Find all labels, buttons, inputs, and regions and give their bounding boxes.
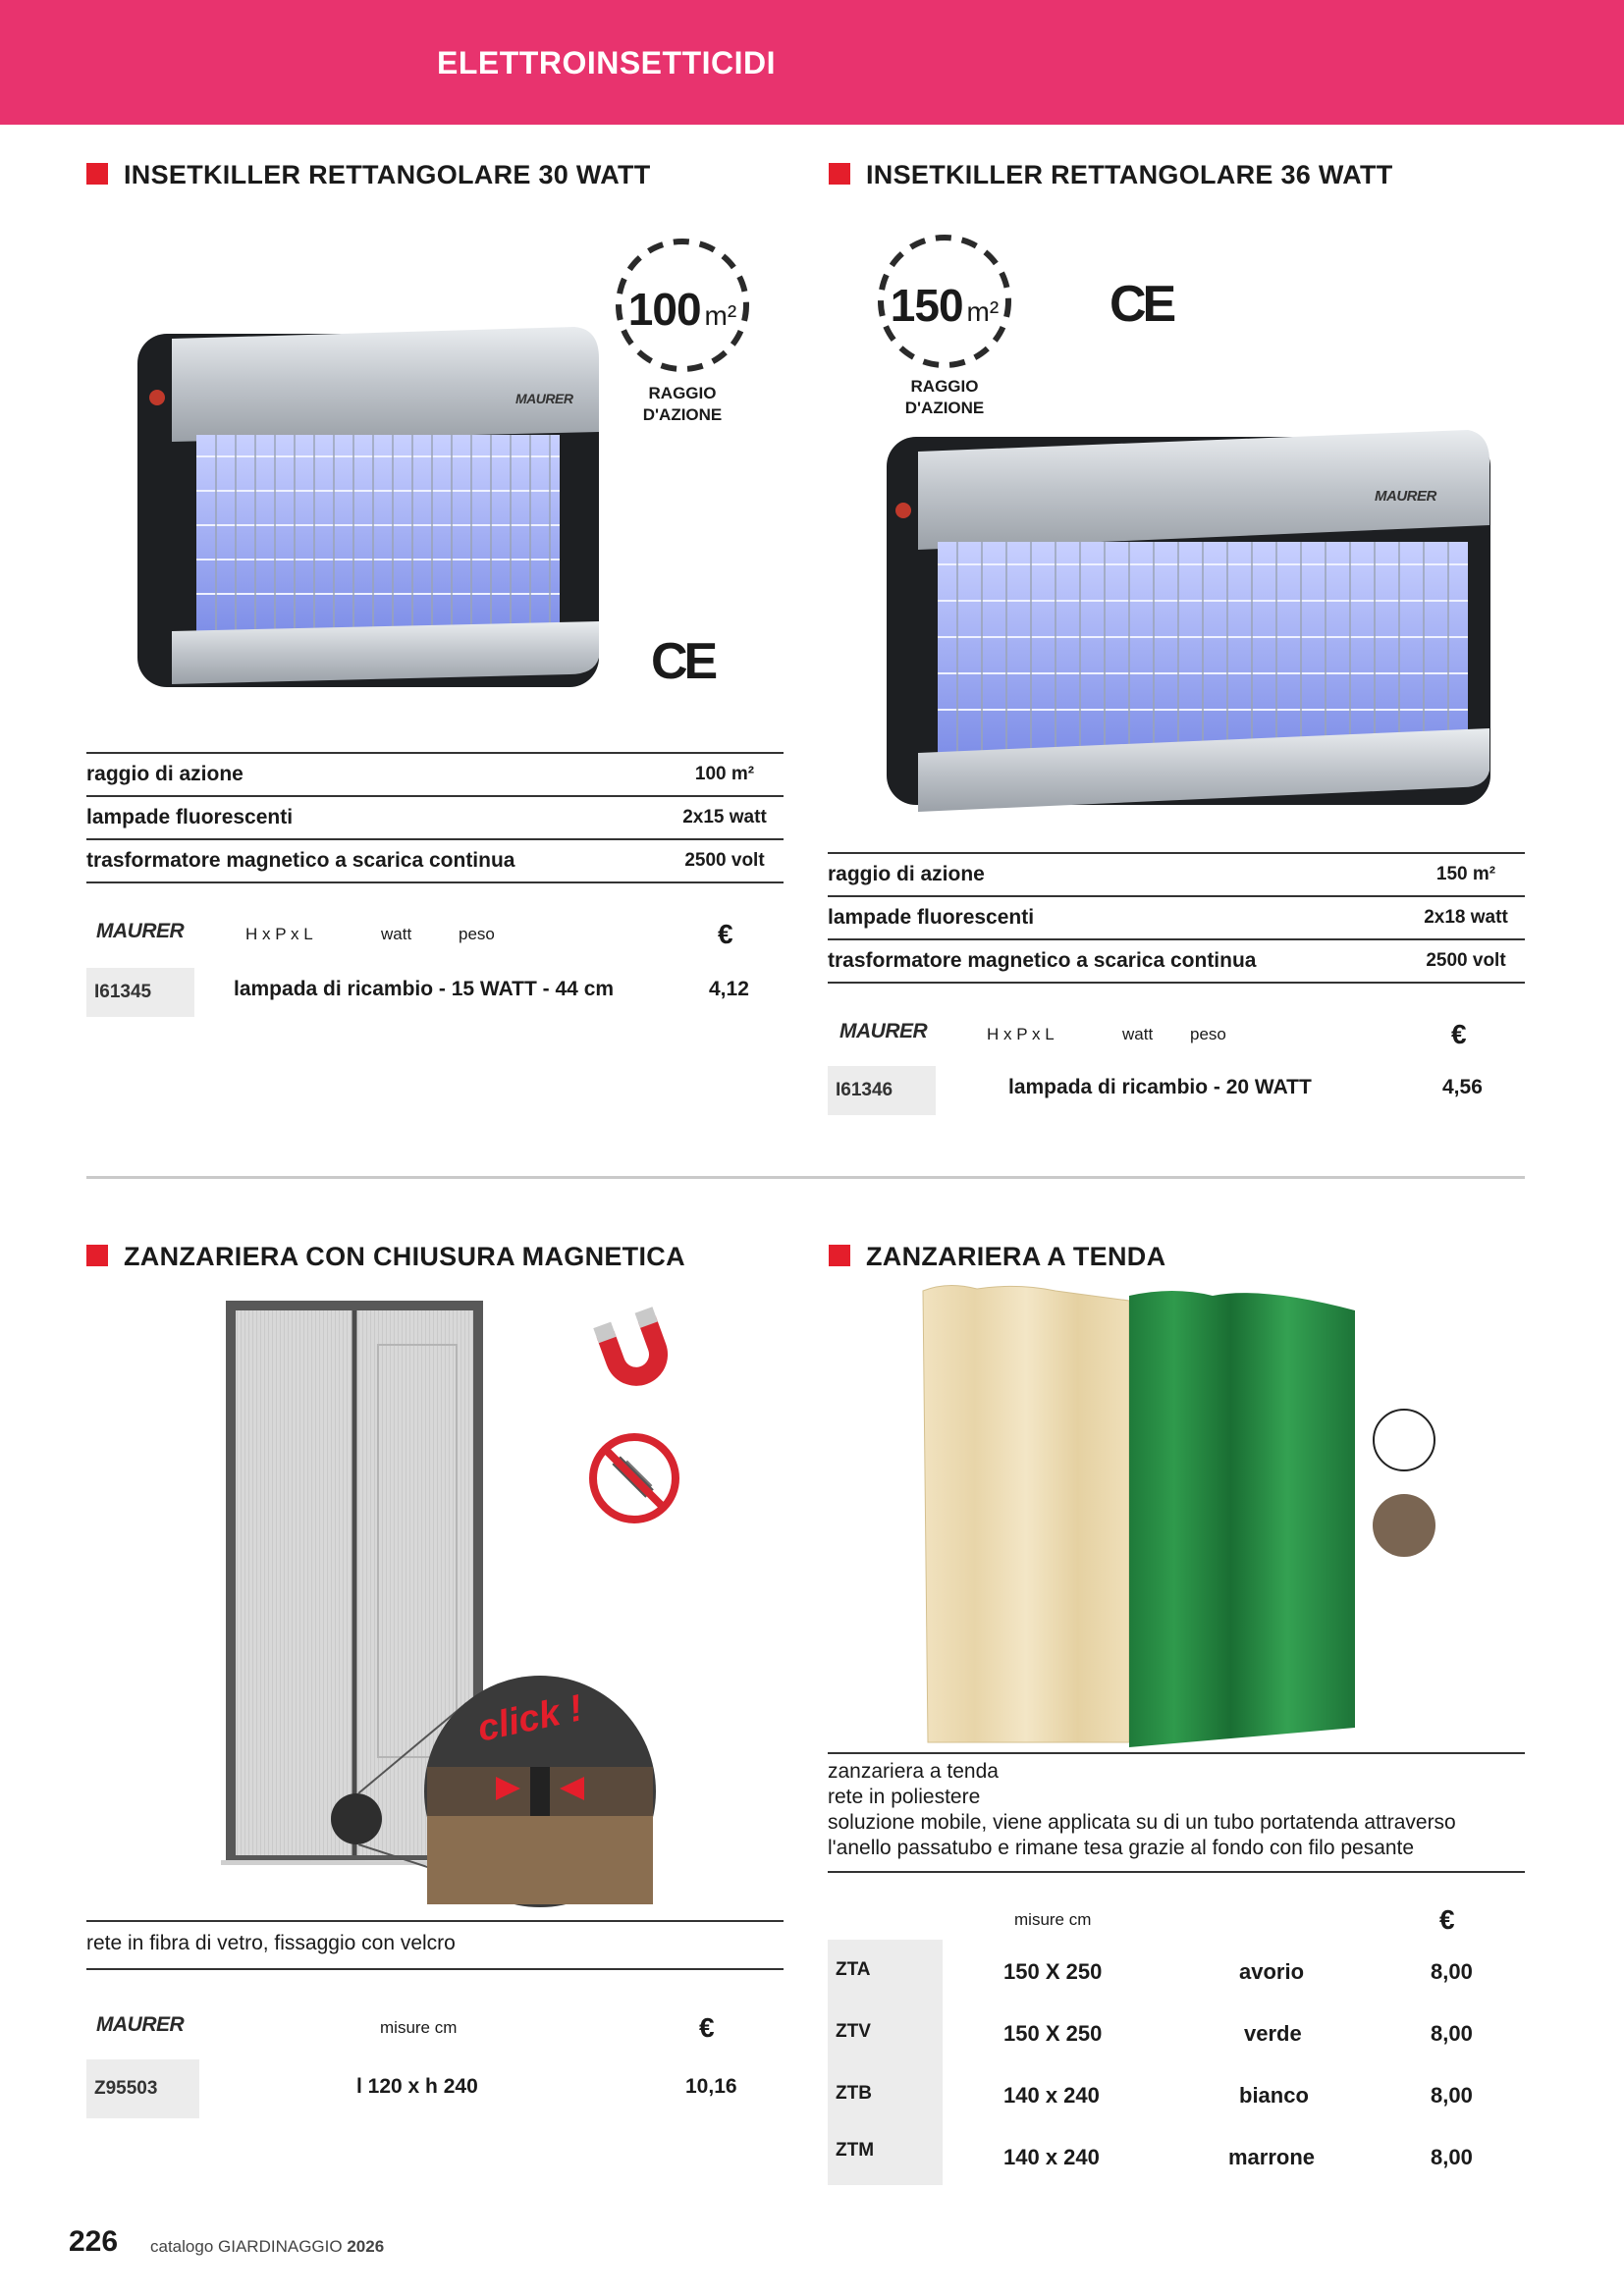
section-title-magnetic bbox=[86, 1242, 685, 1272]
bullet-square-icon bbox=[829, 1245, 850, 1266]
desc-line: zanzariera a tenda bbox=[828, 1760, 999, 1783]
spec-row bbox=[828, 897, 1525, 940]
item-price: 10,16 bbox=[685, 2075, 737, 2098]
swatch-brown bbox=[1373, 1494, 1435, 1557]
no-tools-icon bbox=[587, 1431, 681, 1525]
item-code: I61345 bbox=[86, 968, 194, 1017]
brand-logo: MAURER bbox=[839, 1020, 928, 1042]
col-price: € bbox=[1439, 1904, 1455, 1935]
col-dims: H x P x L bbox=[987, 1025, 1055, 1043]
row-size: 140 x 240 bbox=[1003, 2145, 1100, 2169]
section-title-text: INSETKILLER RETTANGOLARE 36 WATT bbox=[866, 160, 1393, 189]
col-weight: peso bbox=[459, 925, 495, 943]
item-code: Z95503 bbox=[86, 2059, 199, 2118]
spec-value: 150 m² bbox=[1435, 864, 1496, 884]
header-band bbox=[0, 0, 1624, 125]
click-label: click ! bbox=[473, 1687, 586, 1750]
section-title-text: INSETKILLER RETTANGOLARE 30 WATT bbox=[124, 160, 651, 189]
desc-line: rete in poliestere bbox=[828, 1786, 981, 1808]
curtain-description bbox=[828, 1759, 1456, 1861]
bullet-square-icon bbox=[829, 163, 850, 185]
insect-killer-36w-image bbox=[879, 422, 1497, 820]
section-title-text: ZANZARIERA CON CHIUSURA MAGNETICA bbox=[124, 1242, 685, 1271]
section-title-curtain bbox=[829, 1242, 1165, 1272]
row-price: 8,00 bbox=[1431, 2145, 1473, 2169]
row-code: ZTV bbox=[836, 2021, 871, 2042]
row-price: 8,00 bbox=[1431, 1959, 1473, 1984]
area-badge-text bbox=[619, 283, 746, 336]
item-price: 4,12 bbox=[709, 978, 749, 1000]
col-watt: watt bbox=[1122, 1025, 1154, 1043]
curtain-screen-image bbox=[918, 1281, 1365, 1752]
area-value: 100 bbox=[627, 284, 701, 335]
spec-table-36w bbox=[828, 852, 1525, 984]
col-price: € bbox=[1451, 1019, 1467, 1049]
device-brand-36w: MAURER bbox=[1375, 488, 1436, 505]
spec-label: raggio di azione bbox=[828, 863, 985, 885]
row-color: marrone bbox=[1228, 2145, 1316, 2169]
range-caption-line2: D'AZIONE bbox=[642, 405, 723, 424]
item-description: lampada di ricambio - 15 WATT - 44 cm bbox=[234, 978, 615, 1000]
catalog-label bbox=[150, 2237, 384, 2257]
row-code: ZTB bbox=[836, 2083, 872, 2104]
row-color: bianco bbox=[1239, 2083, 1309, 2108]
catalog-name: GIARDINAGGIO bbox=[218, 2237, 343, 2256]
area-unit: m² bbox=[966, 296, 1000, 327]
brand-logo: MAURER bbox=[96, 2013, 185, 2036]
insect-killer-30w-image bbox=[128, 319, 609, 707]
catalog-year: 2026 bbox=[347, 2237, 385, 2256]
spec-value: 2500 volt bbox=[684, 850, 765, 871]
spec-label: lampade fluorescenti bbox=[86, 806, 294, 828]
catalog-prefix: catalogo bbox=[150, 2237, 214, 2256]
range-caption-line2: D'AZIONE bbox=[904, 399, 985, 417]
col-price: € bbox=[699, 2012, 715, 2043]
item-description: lampada di ricambio - 20 WATT bbox=[1008, 1076, 1312, 1098]
desc-line: l'anello passatubo e rimane tesa grazie al fondo con filo pesante bbox=[828, 1837, 1415, 1859]
row-code: ZTM bbox=[836, 2140, 875, 2161]
row-size: 150 X 250 bbox=[1003, 2021, 1103, 2046]
spec-table-30w bbox=[86, 752, 784, 883]
spec-label: raggio di azione bbox=[86, 763, 244, 785]
area-value: 150 bbox=[890, 280, 963, 331]
spec-label: trasformatore magnetico a scarica continua bbox=[828, 949, 1257, 972]
spec-value: 2500 volt bbox=[1426, 950, 1506, 971]
device-brand-30w: MAURER bbox=[515, 391, 573, 406]
ce-mark-icon: CE bbox=[651, 633, 715, 690]
col-price: € bbox=[718, 919, 733, 949]
row-size: 140 x 240 bbox=[1003, 2083, 1100, 2108]
row-price: 8,00 bbox=[1431, 2083, 1473, 2108]
area-unit: m² bbox=[704, 300, 737, 331]
section-title-36w bbox=[829, 160, 1393, 190]
col-weight: peso bbox=[1190, 1025, 1226, 1043]
spec-value: 2x15 watt bbox=[682, 807, 767, 828]
section-title-text: ZANZARIERA A TENDA bbox=[866, 1242, 1166, 1271]
spec-label: trasformatore magnetico a scarica continua bbox=[86, 849, 515, 872]
col-dims: H x P x L bbox=[245, 925, 313, 943]
range-caption-line1: RAGGIO bbox=[648, 384, 717, 402]
range-caption-line1: RAGGIO bbox=[910, 377, 979, 396]
col-size: misure cm bbox=[380, 2018, 458, 2037]
spec-label: lampade fluorescenti bbox=[828, 906, 1035, 929]
row-code: ZTA bbox=[836, 1959, 871, 1980]
item-price: 4,56 bbox=[1442, 1076, 1483, 1098]
bullet-square-icon bbox=[86, 1245, 108, 1266]
spec-row bbox=[828, 940, 1525, 984]
desc-line: soluzione mobile, viene applicata su di un tubo portatenda attraverso bbox=[828, 1811, 1456, 1834]
page-title: ELETTROINSETTICIDI bbox=[437, 45, 776, 80]
row-price: 8,00 bbox=[1431, 2021, 1473, 2046]
page-number: 226 bbox=[69, 2225, 119, 2258]
color-swatches bbox=[1370, 1406, 1438, 1563]
magnetic-description: rete in fibra di vetro, fissaggio con velcro bbox=[86, 1932, 456, 1954]
range-caption bbox=[628, 383, 736, 426]
ce-mark-icon: CE bbox=[1110, 276, 1173, 333]
magnet-icon bbox=[589, 1306, 682, 1399]
row-color: avorio bbox=[1239, 1959, 1305, 1984]
spec-row bbox=[86, 840, 784, 883]
row-size: 150 X 250 bbox=[1003, 1959, 1103, 1984]
area-badge-text bbox=[879, 279, 1010, 332]
item-size: l 120 x h 240 bbox=[356, 2075, 478, 2098]
section-title-30w bbox=[86, 160, 651, 190]
spec-row bbox=[86, 797, 784, 840]
spec-row bbox=[828, 854, 1525, 897]
row-color: verde bbox=[1244, 2021, 1302, 2046]
spec-row bbox=[86, 754, 784, 797]
item-code: I61346 bbox=[828, 1066, 936, 1115]
col-watt: watt bbox=[381, 925, 412, 943]
swatch-white bbox=[1374, 1410, 1435, 1470]
col-size: misure cm bbox=[1014, 1910, 1092, 1929]
spec-value: 2x18 watt bbox=[1424, 907, 1508, 928]
bullet-square-icon bbox=[86, 163, 108, 185]
range-caption bbox=[891, 376, 999, 419]
section-divider bbox=[86, 1176, 1525, 1179]
spec-value: 100 m² bbox=[694, 764, 755, 784]
brand-logo: MAURER bbox=[96, 920, 185, 942]
